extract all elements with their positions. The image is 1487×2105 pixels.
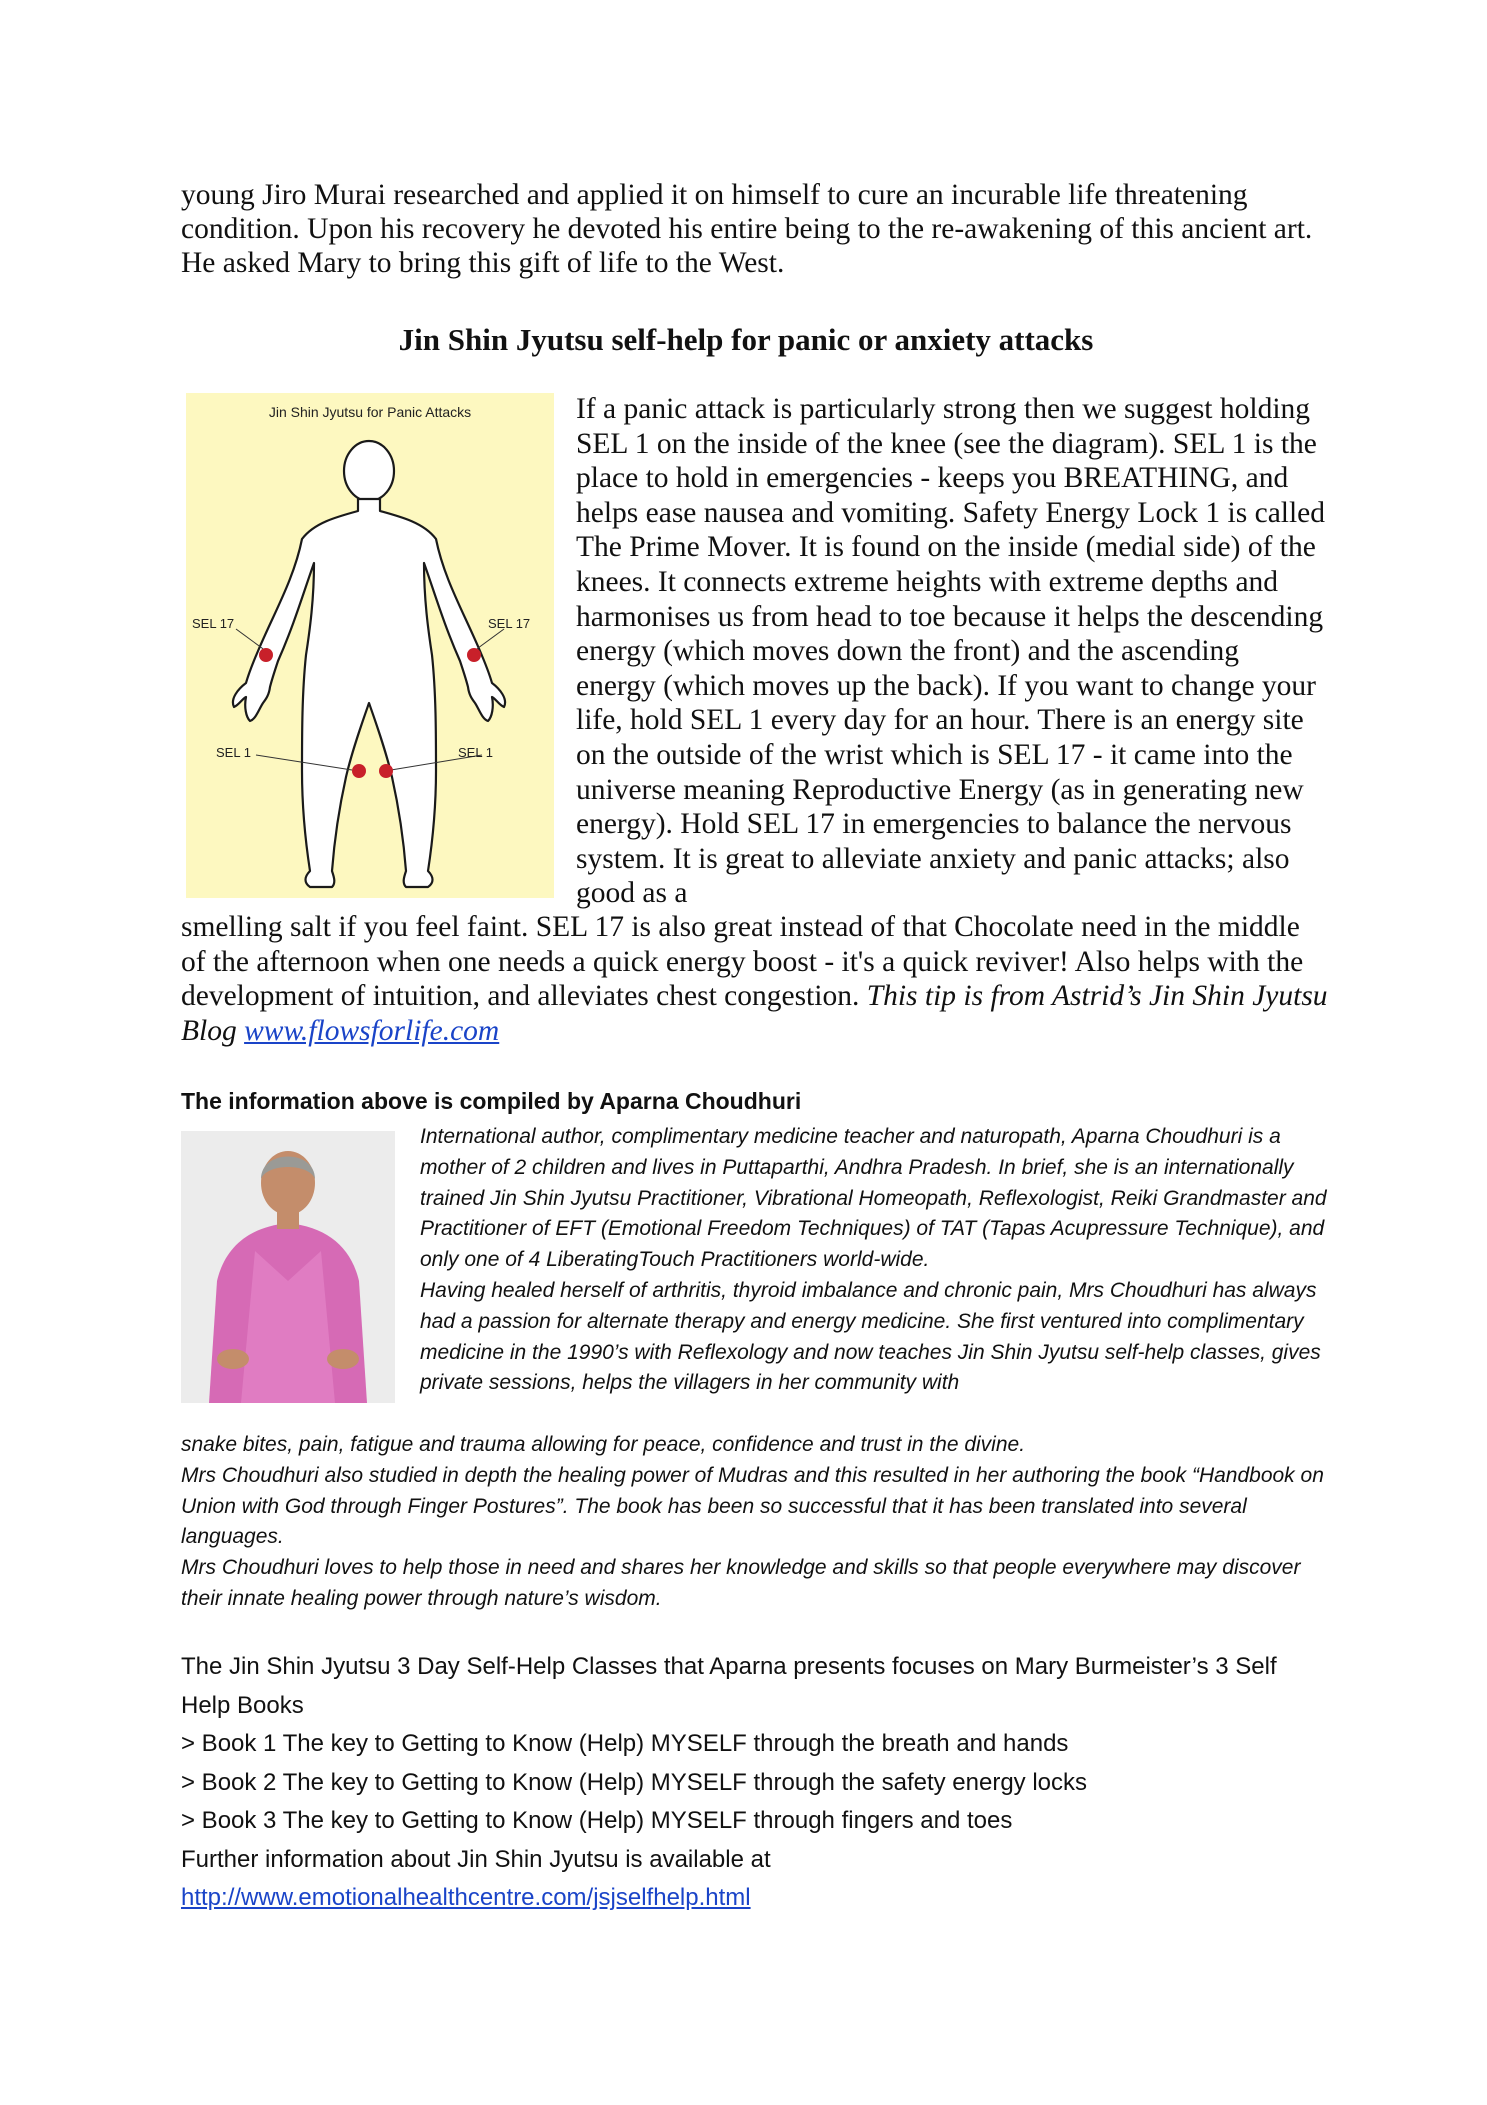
panic-paragraph-wrapped: If a panic attack is particularly strong then we suggest holding SEL 1 on the inside of the knee (see the diagram). SEL 1 is the place to hold in emergencies - keeps you BREATHING, and helps ease nausea and vomiting. Safety Energy Lock 1 is called The Prime Mover. It is found on the inside (medial side) of the knees. It connects extreme heights with extreme depths and harmonises us from head to toe because it helps the descending energy (which moves down the front) and the ascending energy (which moves up the back). If you want to change your life, hold SEL 1 every day for an hour. There is an energy site on the outside of the wrist which is SEL 17 - it came into the universe meaning Reproductive Energy (as in generating new energy). Hold SEL 17 in emergencies to balance the nervous system. It is great to alleviate anxiety and panic attacks; also good as a	[576, 393, 1326, 910]
author-bio-full-width	[181, 1430, 1331, 1615]
label-sel17-right: SEL 17	[488, 616, 531, 631]
sel1-right-point	[379, 764, 393, 778]
author-bio-beside-photo	[420, 1122, 1335, 1399]
author-heading: The information above is compiled by Aparna Choudhuri	[181, 1088, 802, 1114]
tip-credit: This tip is from Astrid’s Jin Shin Jyutsu Blog	[181, 980, 1328, 1047]
bio-paragraph: Mrs Choudhuri loves to help those in need and shares her knowledge and skills so that people everywhere may discover their innate healing power through nature’s wisdom.	[181, 1556, 1301, 1610]
label-sel17-left: SEL 17	[192, 616, 235, 631]
panic-attack-diagram	[186, 393, 554, 898]
book-list-item: > Book 3 The key to Getting to Know (Help) MYSELF through fingers and toes	[181, 1807, 1013, 1834]
sel1-left-point	[352, 764, 366, 778]
bio-paragraph: International author, complimentary medicine teacher and naturopath, Aparna Choudhuri is a mother of 2 children and lives in Puttaparthi, Andhra Pradesh. In brief, she is an internationally trained Jin Shin Jyutsu Practitioner, Vibrational Homeopath, Reflexologist, Reiki Grandmaster and Practitioner of EFT (Emotional Freedom Techniques) of TAT (Tapas Acupressure Technique), and only one of 4 LiberatingTouch Practitioners world-wide.	[420, 1125, 1327, 1272]
book-list-item: > Book 2 The key to Getting to Know (Help) MYSELF through the safety energy locks	[181, 1768, 1088, 1796]
further-info-text: Further information about Jin Shin Jyutsu is available at	[181, 1845, 771, 1873]
body-figure-illustration	[186, 393, 554, 898]
bio-paragraph: Mrs Choudhuri also studied in depth the healing power of Mudras and this resulted in her authoring the book “Handbook on Union with God through Finger Postures”. The book has been so successful that it has been translated into several languages.	[181, 1463, 1324, 1549]
book-list-item: > Book 1 The key to Getting to Know (Help) MYSELF through the breath and hands	[181, 1730, 1069, 1757]
bio-paragraph: snake bites, pain, fatigue and trauma allowing for peace, confidence and trust in the divine.	[181, 1433, 1026, 1456]
body-outline-icon	[233, 441, 505, 887]
panic-paragraph-continued: smelling salt if you feel faint. SEL 17 is also great instead of that Chocolate need in the middle of the afternoon when one needs a quick energy boost - it's a quick reviver! Also helps with the development of intuition, and alleviates chest congestion.	[181, 911, 1304, 1013]
diagram-title: Jin Shin Jyutsu for Panic Attacks	[268, 404, 472, 420]
author-photo	[181, 1131, 395, 1403]
intro-text: young Jiro Murai researched and applied it on himself to cure an incurable life threatening condition. Upon his recovery he devoted his entire being to the re-awakening of this ancient art. He asked Mary to bring this gift of life to the West.	[181, 179, 1313, 279]
label-sel1-right: SEL 1	[458, 745, 493, 760]
bio-paragraph: Having healed herself of arthritis, thyroid imbalance and chronic pain, Mrs Choudhuri has always had a passion for alternate therapy and energy medicine. She first ventured into complimentary medicine in the 1990’s with Reflexology and now teaches Jin Shin Jyutsu self-help classes, gives private sessions, helps the villagers in her community with	[420, 1278, 1321, 1395]
panic-paragraph-full-width	[181, 910, 1331, 1048]
label-sel1-left: SEL 1	[216, 745, 251, 760]
author-portrait-illustration	[181, 1131, 395, 1403]
flowsforlife-link[interactable]: www.flowsforlife.com	[244, 1014, 500, 1047]
emotionalhealthcentre-link[interactable]: http://www.emotionalhealthcentre.com/jsjselfhelp.html	[181, 1884, 751, 1911]
sel17-left-point	[259, 648, 273, 662]
intro-paragraph	[181, 178, 1331, 280]
classes-section	[181, 1648, 1331, 1918]
section-heading: Jin Shin Jyutsu self-help for panic or anxiety attacks	[398, 322, 1094, 357]
classes-intro: The Jin Shin Jyutsu 3 Day Self-Help Classes that Aparna presents focuses on Mary Burmeister’s 3 Self Help Books	[181, 1653, 1277, 1719]
sel17-right-point	[467, 648, 481, 662]
